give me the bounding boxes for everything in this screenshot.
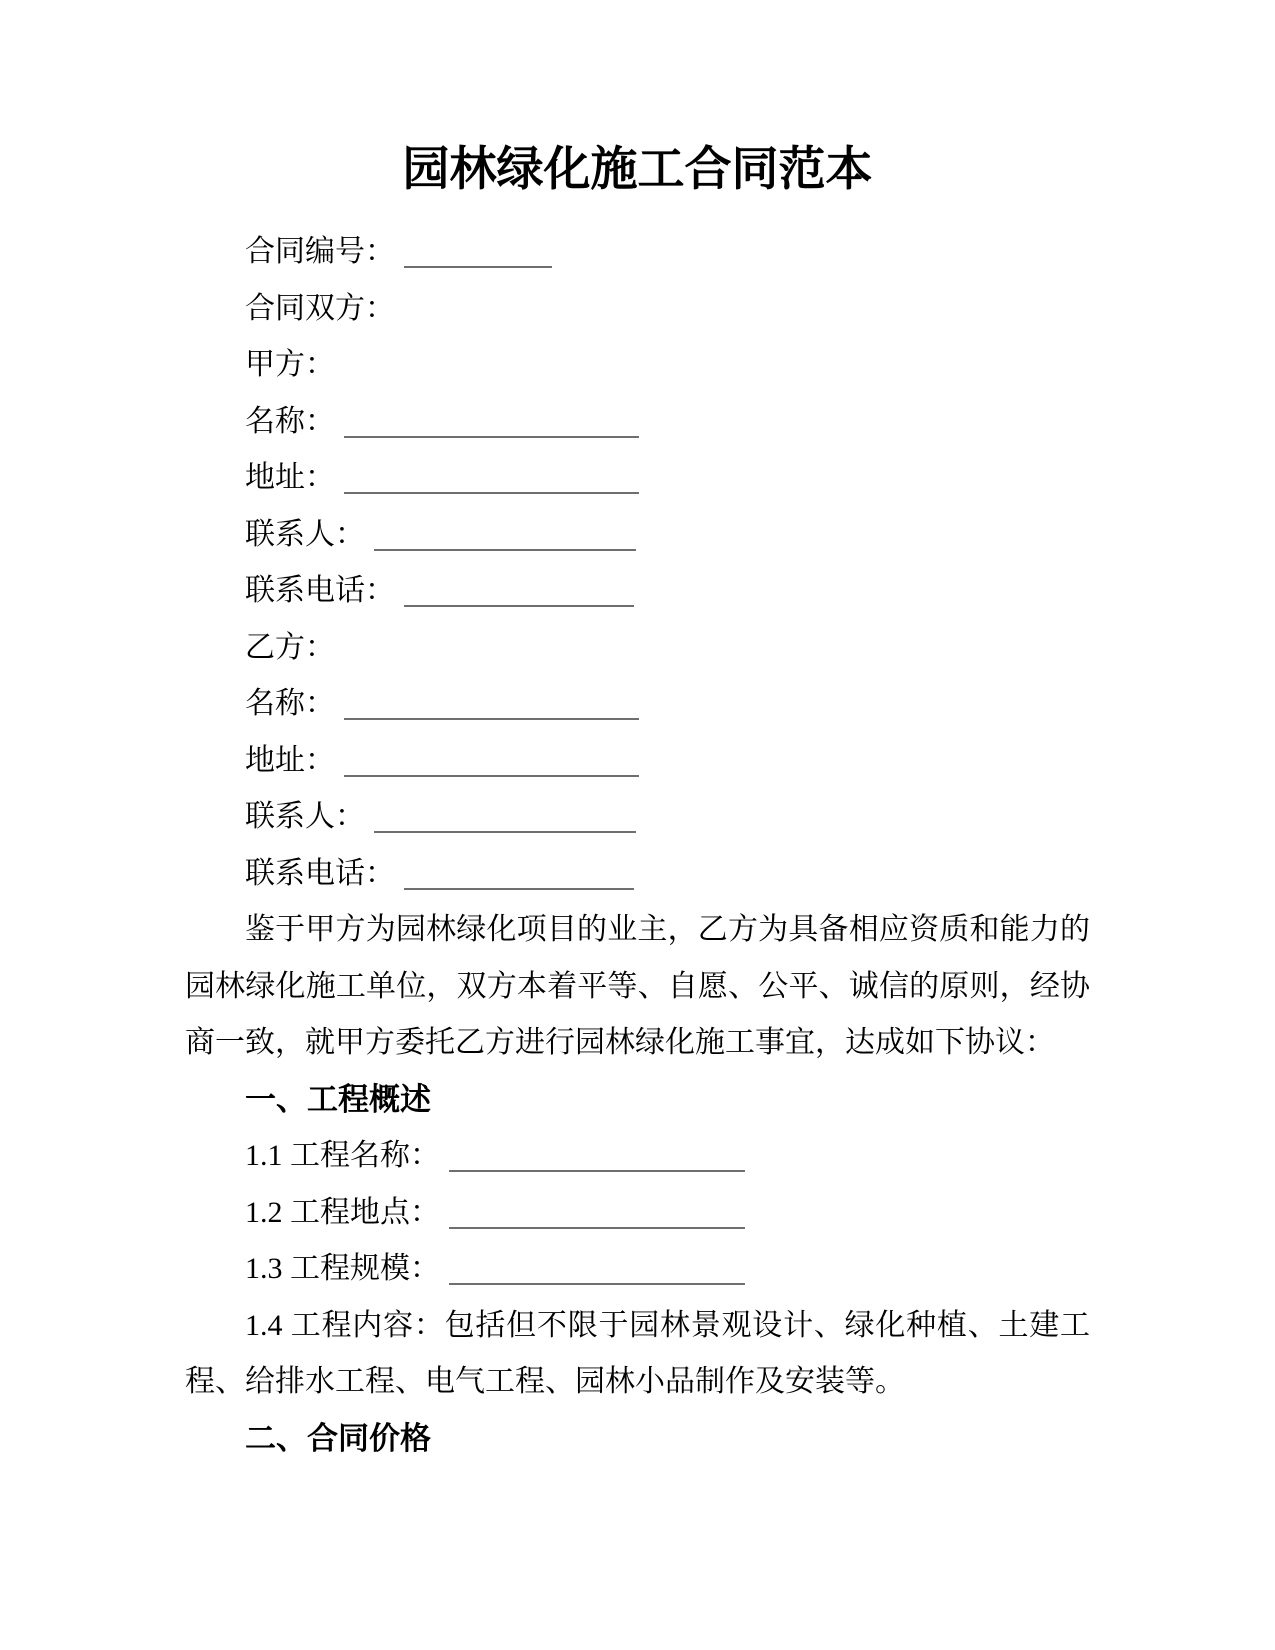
document-content [185,0,1090,1467]
fill-in-blank [404,854,634,890]
party-b-name-line [185,676,1090,733]
preamble-line-3 [185,1015,1090,1072]
section-2-heading [185,1411,1090,1468]
line-text: 乙方： [245,630,335,664]
clause-1-3-line [185,1241,1090,1298]
line-text: 名称： [245,404,335,438]
clause-1-1-line [185,1128,1090,1185]
fill-in-blank [449,1193,745,1229]
party-a-name-line [185,394,1090,451]
line-text: 鉴于甲方为园林绿化项目的业主，乙方为具备相应资质和能力的 [245,913,1090,946]
line-text: 地址： [245,461,335,494]
line-text: 名称： [245,687,335,720]
fill-in-blank [344,402,639,438]
document-body [185,224,1090,1467]
line-text: 联系电话： [245,856,395,890]
line-text: 1.4 工程内容：包括但不限于园林景观设计、绿化种植、土建工 [245,1308,1090,1342]
fill-in-blank [449,1249,745,1285]
line-text: 联系电话： [245,574,395,607]
line-text: 甲方： [245,348,335,381]
fill-in-blank [404,232,552,268]
party-b-phone-line [185,846,1090,903]
line-text: 合同双方： [245,291,395,325]
fill-in-blank [404,571,634,607]
party-a-phone-line [185,563,1090,620]
fill-in-blank [449,1136,745,1172]
fill-in-blank [344,741,639,777]
fill-in-blank [344,684,639,720]
party-a-address-line [185,450,1090,507]
line-text: 合同编号： [245,235,395,268]
preamble-line-1 [185,902,1090,959]
party-a-contact-line [185,507,1090,564]
line-text: 联系人： [245,517,365,551]
fill-in-blank [344,458,639,494]
document-title: 园林绿化施工合同范本 [402,144,873,196]
line-text: 1.1 工程名称： [245,1139,440,1172]
line-text: 联系人： [245,800,365,833]
line-text: 一、工程概述 [245,1081,431,1117]
party-b-address-line [185,733,1090,790]
clause-1-4-line [185,1298,1090,1355]
line-text: 程、给排水工程、电气工程、园林小品制作及安装等。 [185,1365,905,1398]
line-text: 二、合同价格 [245,1420,431,1456]
clause-1-4-continuation [185,1354,1090,1411]
clause-1-2-line [185,1185,1090,1242]
party-b-contact-line [185,789,1090,846]
fill-in-blank [374,797,636,833]
fill-in-blank [374,515,636,551]
contract-parties-line [185,281,1090,338]
line-text: 1.2 工程地点： [245,1195,440,1229]
section-1-heading [185,1072,1090,1129]
line-text: 地址： [245,743,335,777]
line-text: 1.3 工程规模： [245,1252,440,1285]
party-a-line [185,337,1090,394]
party-b-line [185,620,1090,677]
line-text: 商一致，就甲方委托乙方进行园林绿化施工事宜，达成如下协议： [185,1026,1055,1059]
line-text: 园林绿化施工单位，双方本着平等、自愿、公平、诚信的原则，经协 [185,969,1090,1003]
contract-number-line [185,224,1090,281]
preamble-line-2 [185,959,1090,1016]
